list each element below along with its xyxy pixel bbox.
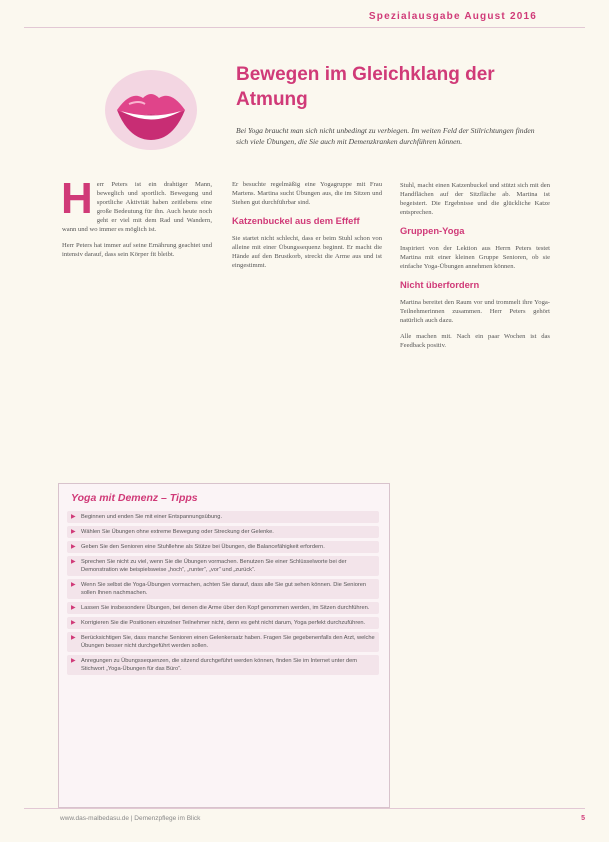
triangle-bullet-icon: ▶ [71,658,76,664]
paragraph: err Peters ist ein drahtiger Mann, beweglich und sportlich. Bewegung und sportliche Aktivität haben zeitlebens eine große Bedeutung für ihn. Auch heute noch geht er viel mit dem Rad und Wandern, wann und wo immer es möglich ist. [62,181,212,233]
tip-item [67,632,379,652]
triangle-bullet-icon: ▶ [71,544,76,550]
triangle-bullet-icon: ▶ [71,635,76,641]
tip-item [67,556,379,576]
footer-url[interactable]: www.das-malbedasu.de | Demenzpflege im Blick [60,815,201,822]
tip-item [67,602,379,614]
tips-list [67,511,379,678]
subhead-nicht-ueberfordern: Nicht überfordern [400,279,480,290]
tip-item [67,617,379,629]
subhead-katzenbuckel: Katzenbuckel aus dem Effeff [232,215,360,226]
triangle-bullet-icon: ▶ [71,605,76,611]
paragraph: Alle machen mit. Nach ein paar Wochen ist das Feedback positiv. [400,333,550,349]
tips-box [58,483,390,808]
tip-text: Wählen Sie Übungen ohne extreme Bewegung oder Streckung der Gelenke. [81,529,274,535]
tip-text: Korrigieren Sie die Positionen einzelner Teilnehmer nicht, denn es geht nicht darum, Yoga perfekt durchzuführen. [81,620,366,626]
text-column-1 [61,174,212,266]
article-title: Bewegen im Gleichklang der Atmung [236,64,495,110]
triangle-bullet-icon: ▶ [71,514,76,520]
text-column-3 [400,181,550,357]
tip-item [67,655,379,675]
paragraph: Martina bereitet den Raum vor und trommelt ihre Yoga-Teilnehmerinnen zusammen. Herr Peters gehört natürlich auch dazu. [400,299,550,324]
triangle-bullet-icon: ▶ [71,582,76,588]
paragraph: Stuhl, macht einen Katzenbuckel und stützt sich mit den Handflächen auf der Sitzfläche ab. Martina ist begeistert. Die Ergebnisse und die glückliche Katze entsprechen. [400,182,550,216]
text-column-2 [232,180,382,277]
tip-text: Beginnen und enden Sie mit einer Entspannungsübung. [81,514,223,520]
tip-text: Berücksichtigen Sie, dass manche Senioren einen Gelenkersatz haben. Fragen Sie gegebenenfalls den Arzt, welche Übungen besser nicht durchgeführt werden sollen. [81,635,375,649]
paragraph: Inspiriert von der Lektion aus Herrn Peters testet Martina mit einer kleinen Gruppe Senioren, ob sie einfache Yoga-Übungen annehmen können. [400,245,550,270]
paragraph: Herr Peters hat immer auf seine Ernährung geachtet und intensiv darauf, dass sein Körper fit bleibt. [62,242,212,258]
tip-text: Anregungen zu Übungssequenzen, die sitzend durchgeführt werden können, finden Sie im Internet unter dem Stichwort „Yoga-Übungen für das Büro“. [81,658,358,672]
tip-item [67,526,379,538]
tips-title: Yoga mit Demenz – Tipps [71,492,198,504]
header-divider [24,27,585,28]
paragraph: Sie startet nicht schlecht, dass er beim Stuhl schon von alleine mit einer Übungssequenz beginnt. Er macht die Hände auf den Brustkorb, streckt die Arme aus und ist eingestimmt. [232,235,382,269]
footer-divider [24,808,585,809]
tip-text: Lassen Sie insbesondere Übungen, bei denen die Arme über den Kopf genommen werden, im Sitzen durchführen. [81,605,370,611]
triangle-bullet-icon: ▶ [71,559,76,565]
paragraph: Er besuchte regelmäßig eine Yogagruppe mit Frau Martens. Martina sucht Übungen aus, die im Sitzen und Stehen gut durchführbar sind. [232,181,382,206]
tip-text: Wenn Sie selbst die Yoga-Übungen vormachen, achten Sie darauf, dass alle Sie gut sehen können. Die Senioren sollen Ihnen nachmachen. [81,582,367,596]
article-lead: Bei Yoga braucht man sich nicht unbedingt zu verbiegen. Im weiten Feld der Stilrichtungen finden sich viele Übungen, die Sie auch mit Demenzkranken durchführen können. [236,126,535,146]
subhead-gruppen-yoga: Gruppen-Yoga [400,225,465,236]
tip-item [67,511,379,523]
page-number: 5 [581,815,585,822]
lips-icon [99,60,203,160]
tip-text: Sprechen Sie nicht zu viel, wenn Sie die Übungen vormachen. Benutzen Sie einer Schlüsselworte bei der Demonstration wie beispielsweise „hoch“, „runter“, „vor“ und „zurück“. [81,559,347,573]
issue-label: Spezialausgabe August 2016 [368,11,537,22]
dropcap: H [61,174,93,223]
tip-item [67,541,379,553]
triangle-bullet-icon: ▶ [71,620,76,626]
tip-item [67,579,379,599]
tip-text: Geben Sie den Senioren eine Stuhllehne als Stütze bei Übungen, die Balancefähigkeit erfordern. [81,544,325,550]
triangle-bullet-icon: ▶ [71,529,76,535]
